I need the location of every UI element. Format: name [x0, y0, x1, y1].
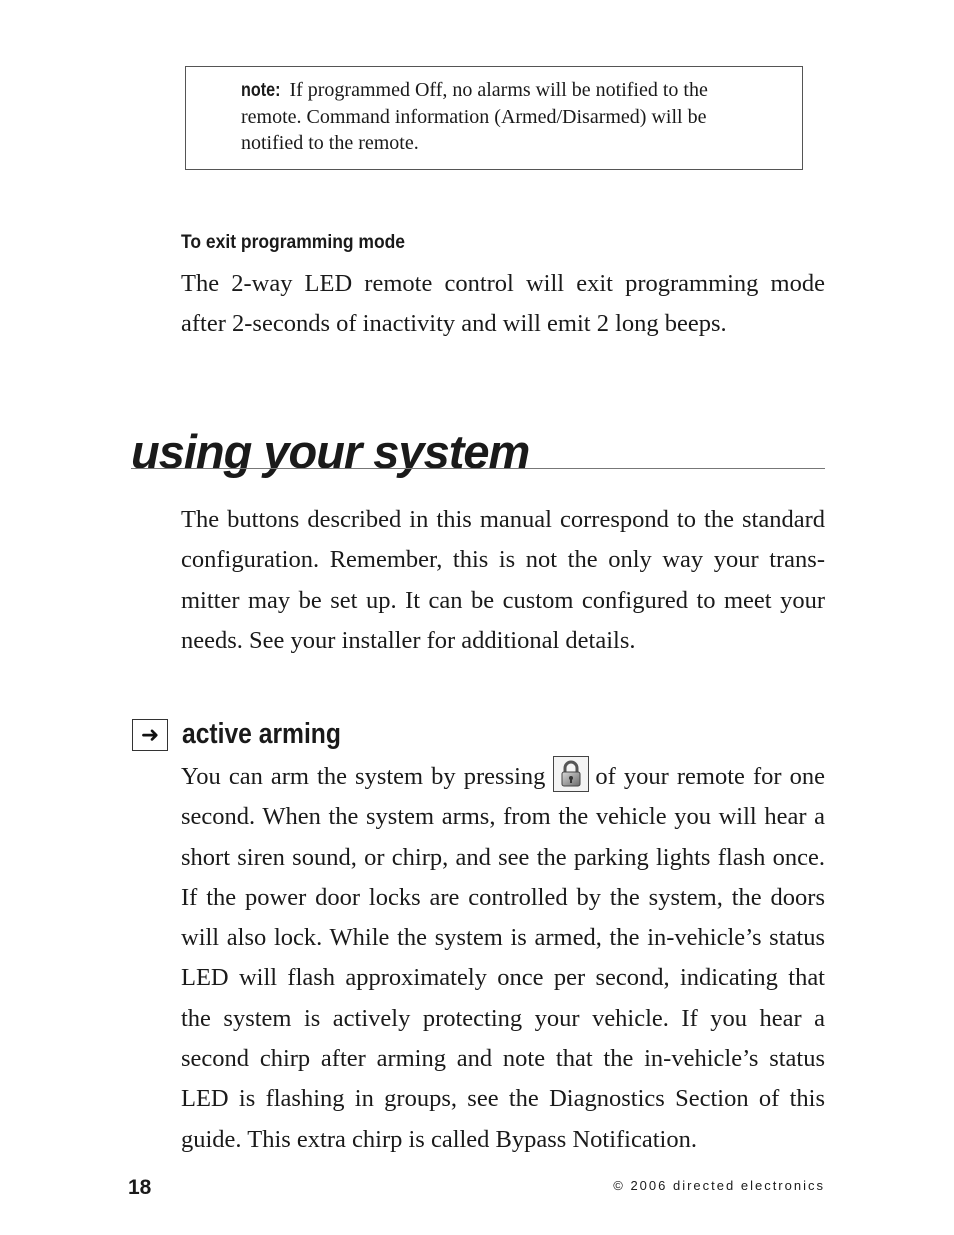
exit-programming-text: The 2-way LED remote control will exit programming mode after 2-seconds of inactivity and will emit 2 long beeps. [181, 270, 825, 338]
exit-programming-heading: To exit programming mode [181, 232, 406, 253]
page-number: 18 [128, 1176, 152, 1199]
arrow-right-icon: ➜ [132, 719, 168, 751]
section-rule [131, 468, 825, 469]
note-box [185, 66, 803, 170]
note-label: note: [241, 80, 281, 101]
note-text [241, 77, 761, 156]
section-title: using your system [131, 425, 530, 478]
lock-icon [553, 756, 589, 792]
copyright-text: © 2006 directed electronics [613, 1178, 825, 1193]
section-intro-text: The buttons described in this manual correspond to the standard configuration. Remember, this is not the only way your trans-mitter may be set up. It can be custom configured to meet your needs. See your installer for additional details. [181, 506, 825, 654]
active-arming-text-after: of your remote for one second. When the system arms, from the vehicle you will hear a short siren sound, or chirp, and see the parking lights flash once. If the power door locks are controlled by the system, the doors will also lock. While the system is armed, the in-vehicle’s status LED will flash approximately once per second, indicating that the system is actively protecting your vehicle. If you hear a second chirp after arming and note that the in-vehicle’s status LED is flashing in groups, see the Diagnostics Section of this guide. This extra chirp is called Bypass Notification. [181, 763, 825, 1153]
active-arming-text-before: You can arm the system by pressing [181, 763, 546, 790]
active-arming-heading: active arming [182, 718, 341, 750]
note-body: If programmed Off, no alarms will be notified to the remote. Command information (Armed/Disarmed) will be notified to the remote. [241, 79, 708, 154]
active-arming-text [181, 756, 825, 1160]
